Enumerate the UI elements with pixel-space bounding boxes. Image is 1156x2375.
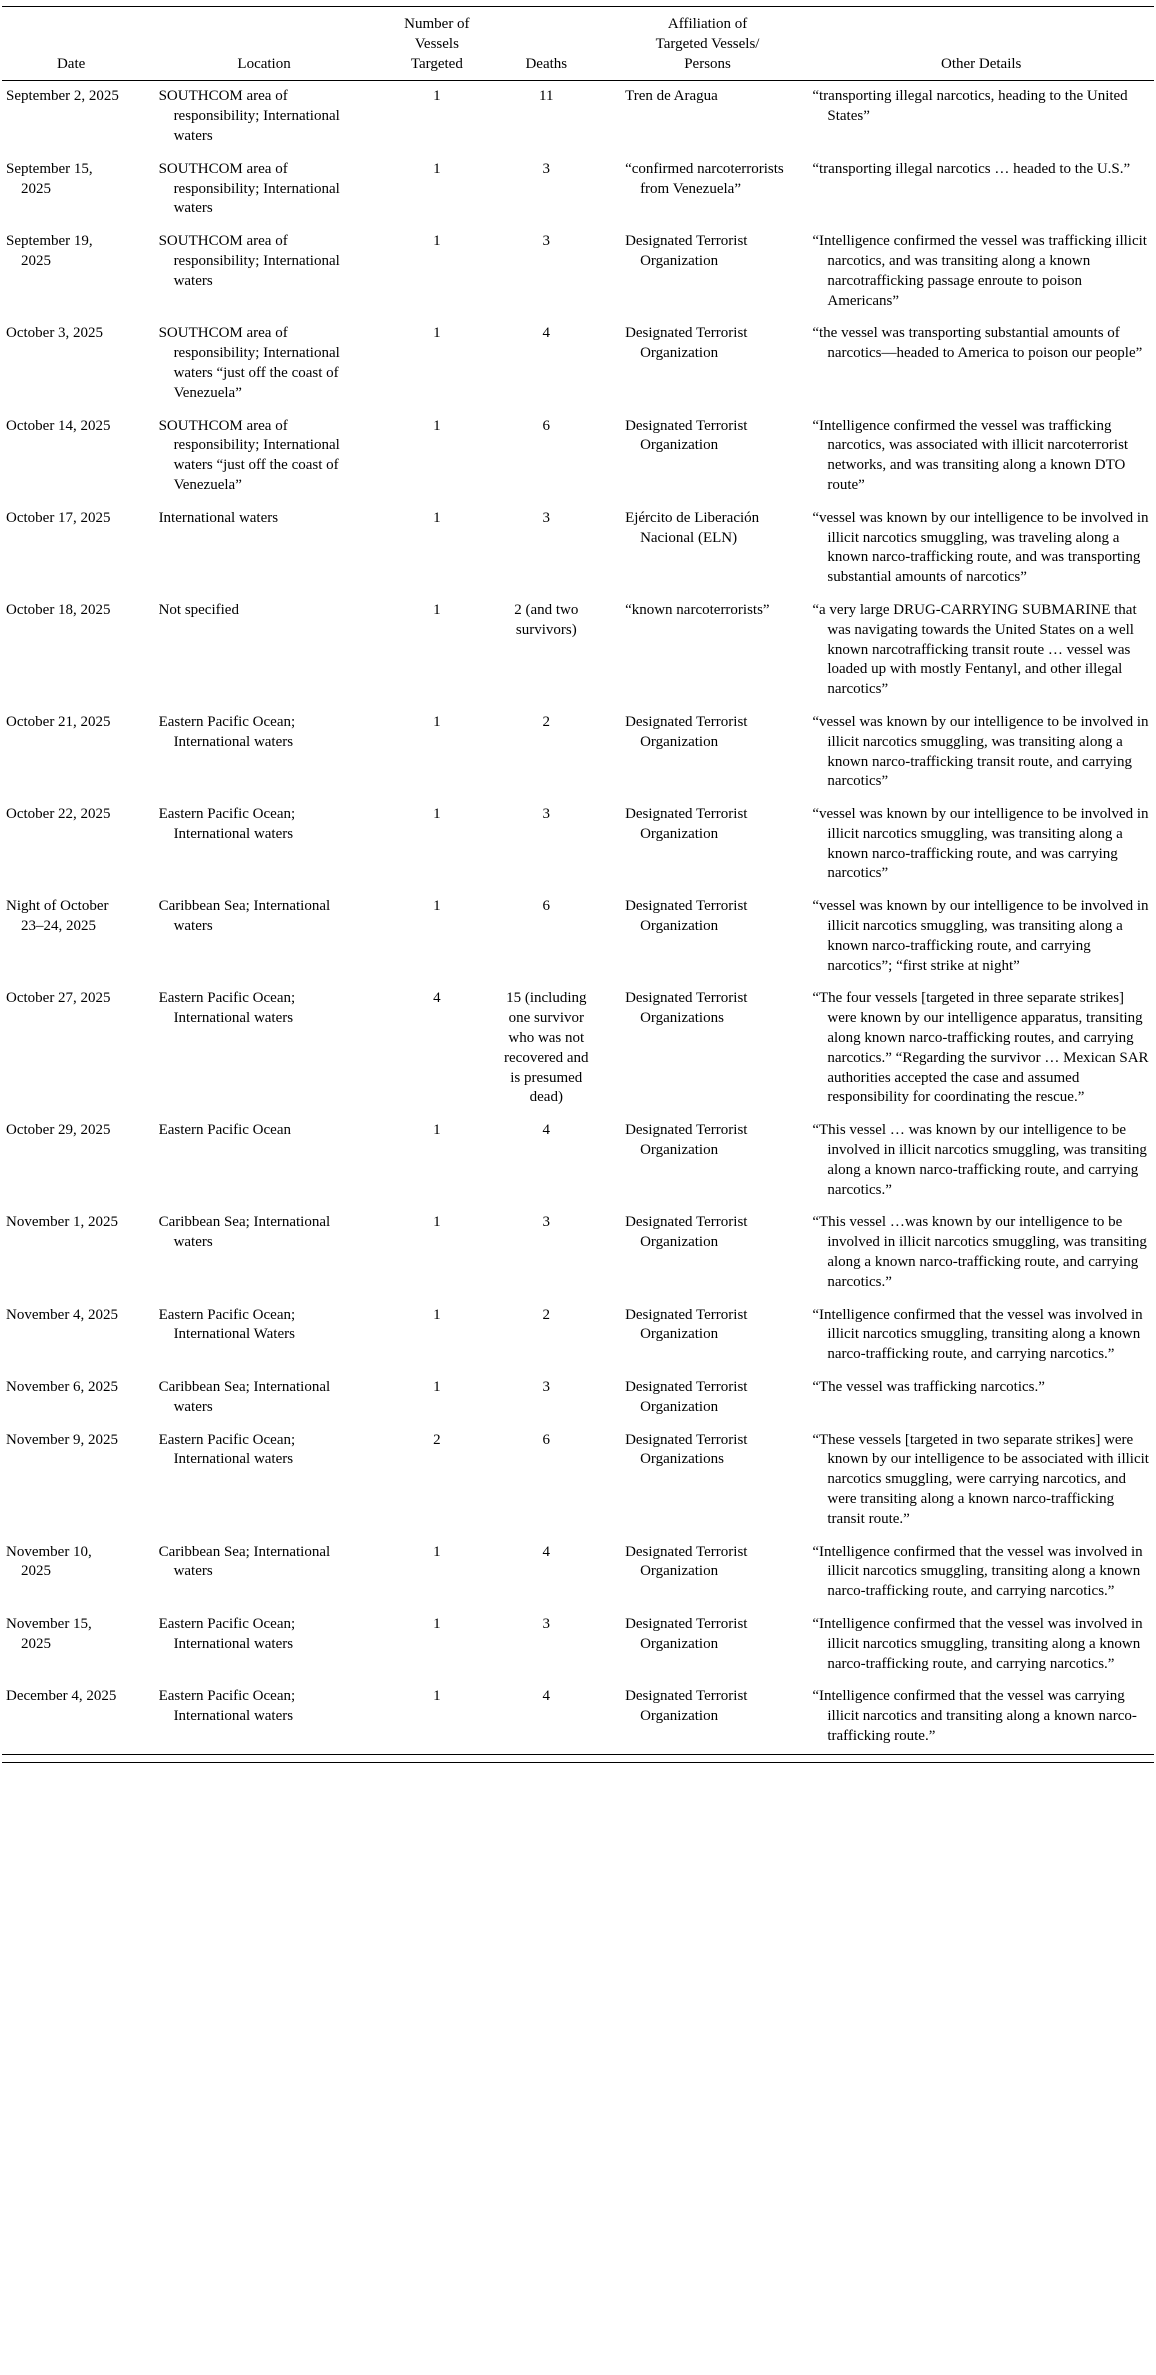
cell-vessels-targeted bbox=[388, 226, 486, 318]
location-text: SOUTHCOM area of responsibility; International waters bbox=[158, 88, 340, 144]
affiliation-text: Designated Terrorist Organization bbox=[625, 806, 748, 842]
affiliation-text: Designated Terrorist Organizations bbox=[625, 990, 748, 1027]
cell-affiliation bbox=[607, 226, 809, 318]
cell-date bbox=[2, 1537, 140, 1609]
cell-location bbox=[140, 1207, 388, 1299]
vessels-count-text: 1 bbox=[433, 1688, 441, 1705]
cell-vessels-targeted bbox=[388, 707, 486, 799]
location-text: SOUTHCOM area of responsibility; International waters “just off the coast of Venezuela” bbox=[158, 417, 340, 493]
deaths-text: 4 bbox=[542, 325, 551, 342]
other-details-text: “vessel was known by our intelligence to be involved in illicit narcotics smuggling, was traveling along a known narco-trafficking route, and was transporting substantial amounts of narcotics” bbox=[812, 509, 1149, 586]
deaths-text: 6 bbox=[542, 1431, 551, 1448]
other-details-text: “The vessel was trafficking narcotics.” bbox=[812, 1379, 1045, 1396]
cell-date bbox=[2, 503, 140, 595]
cell-deaths bbox=[486, 1537, 607, 1609]
cell-other-details bbox=[808, 226, 1154, 318]
cell-location bbox=[140, 983, 388, 1115]
cell-other-details bbox=[808, 1115, 1154, 1207]
date-text: October 21, 2025 bbox=[6, 713, 111, 730]
col-header-details-label: Other Details bbox=[940, 55, 1022, 72]
vessels-count-text: 1 bbox=[433, 806, 441, 823]
col-header-details bbox=[808, 7, 1154, 81]
cell-location bbox=[140, 1300, 388, 1372]
table-row bbox=[2, 154, 1154, 226]
vessels-count-text: 1 bbox=[433, 233, 441, 250]
vessels-count-text: 1 bbox=[433, 713, 441, 730]
date-text: Night of October 23–24, 2025 bbox=[6, 898, 109, 935]
location-text: SOUTHCOM area of responsibility; International waters “just off the coast of Venezuela” bbox=[158, 325, 340, 401]
date-text: November 4, 2025 bbox=[6, 1306, 119, 1323]
vessels-count-text: 1 bbox=[433, 898, 441, 915]
cell-date bbox=[2, 891, 140, 983]
cell-location bbox=[140, 318, 388, 410]
cell-location bbox=[140, 1681, 388, 1754]
vessels-count-text: 1 bbox=[433, 509, 441, 526]
cell-affiliation bbox=[607, 983, 809, 1115]
location-text: Eastern Pacific Ocean bbox=[158, 1122, 291, 1139]
date-text: October 14, 2025 bbox=[6, 417, 111, 434]
affiliation-text: Designated Terrorist Organization bbox=[625, 233, 748, 269]
cell-date bbox=[2, 1300, 140, 1372]
table-header bbox=[2, 7, 1154, 81]
vessels-count-text: 1 bbox=[433, 1214, 441, 1231]
location-text: Eastern Pacific Ocean; International waters bbox=[158, 990, 296, 1027]
cell-deaths bbox=[486, 81, 607, 154]
vessels-count-text: 4 bbox=[433, 990, 441, 1007]
cell-deaths bbox=[486, 1372, 607, 1425]
col-header-vessels-label: Number of Vessels Targeted bbox=[404, 16, 470, 72]
affiliation-text: Designated Terrorist Organization bbox=[625, 1688, 748, 1725]
deaths-text: 6 bbox=[542, 417, 551, 434]
cell-deaths bbox=[486, 1609, 607, 1681]
vessels-count-text: 2 bbox=[433, 1431, 441, 1448]
location-text: Eastern Pacific Ocean; International waters bbox=[158, 1688, 296, 1725]
cell-date bbox=[2, 595, 140, 707]
affiliation-text: “known narcoterrorists” bbox=[625, 601, 770, 618]
cell-vessels-targeted bbox=[388, 1537, 486, 1609]
location-text: Caribbean Sea; International waters bbox=[158, 1543, 331, 1580]
affiliation-text: Designated Terrorist Organization bbox=[625, 1379, 748, 1415]
other-details-text: “This vessel …was known by our intelligence to be involved in illicit narcotics smuggling, was transiting along a known narco-trafficking route, and carrying narcotics.” bbox=[812, 1214, 1147, 1290]
cell-vessels-targeted bbox=[388, 318, 486, 410]
affiliation-text: “confirmed narcoterrorists from Venezuela” bbox=[625, 160, 784, 197]
cell-deaths bbox=[486, 707, 607, 799]
table-row bbox=[2, 1115, 1154, 1207]
location-text: Eastern Pacific Ocean; International Waters bbox=[158, 1306, 296, 1343]
location-text: Caribbean Sea; International waters bbox=[158, 1379, 331, 1415]
cell-other-details bbox=[808, 1537, 1154, 1609]
cell-deaths bbox=[486, 1207, 607, 1299]
location-text: SOUTHCOM area of responsibility; International waters bbox=[158, 160, 340, 217]
location-text: Caribbean Sea; International waters bbox=[158, 1214, 331, 1251]
cell-affiliation bbox=[607, 595, 809, 707]
cell-affiliation bbox=[607, 503, 809, 595]
cell-vessels-targeted bbox=[388, 1115, 486, 1207]
cell-other-details bbox=[808, 1372, 1154, 1425]
cell-deaths bbox=[486, 1300, 607, 1372]
cell-date bbox=[2, 799, 140, 891]
cell-other-details bbox=[808, 318, 1154, 410]
cell-affiliation bbox=[607, 81, 809, 154]
cell-deaths bbox=[486, 154, 607, 226]
vessels-count-text: 1 bbox=[433, 1306, 441, 1323]
cell-vessels-targeted bbox=[388, 411, 486, 503]
cell-date bbox=[2, 154, 140, 226]
other-details-text: “The four vessels [targeted in three separate strikes] were known by our intelligence apparatus, transiting along known narco-trafficking routes, and carrying narcotics.” “Regarding the survivor … Mexican SAR authorities accepted the case and assumed responsibility for coordinating the rescue.” bbox=[812, 990, 1149, 1106]
cell-other-details bbox=[808, 707, 1154, 799]
cell-affiliation bbox=[607, 1681, 809, 1754]
cell-location bbox=[140, 1372, 388, 1425]
date-text: December 4, 2025 bbox=[6, 1688, 117, 1705]
cell-location bbox=[140, 411, 388, 503]
cell-date bbox=[2, 81, 140, 154]
other-details-text: “Intelligence confirmed the vessel was trafficking illicit narcotics, and was transiting along a known narcotrafficking passage enroute to poison Americans” bbox=[812, 233, 1147, 309]
col-header-deaths-label: Deaths bbox=[525, 55, 568, 72]
cell-date bbox=[2, 1609, 140, 1681]
affiliation-text: Designated Terrorist Organization bbox=[625, 1615, 748, 1652]
col-header-vessels bbox=[388, 7, 486, 81]
deaths-text: 2 bbox=[542, 1306, 551, 1323]
cell-vessels-targeted bbox=[388, 1681, 486, 1754]
cell-vessels-targeted bbox=[388, 595, 486, 707]
vessels-count-text: 1 bbox=[433, 601, 441, 618]
affiliation-text: Designated Terrorist Organization bbox=[625, 1214, 748, 1251]
table-row bbox=[2, 1372, 1154, 1425]
cell-deaths bbox=[486, 503, 607, 595]
cell-affiliation bbox=[607, 1372, 809, 1425]
cell-affiliation bbox=[607, 318, 809, 410]
other-details-text: “the vessel was transporting substantial amounts of narcotics—headed to America to poison our people” bbox=[812, 325, 1143, 362]
cell-date bbox=[2, 1207, 140, 1299]
cell-affiliation bbox=[607, 1609, 809, 1681]
affiliation-text: Ejército de Liberación Nacional (ELN) bbox=[625, 509, 760, 546]
date-text: November 9, 2025 bbox=[6, 1431, 119, 1448]
other-details-text: “transporting illegal narcotics … headed to the U.S.” bbox=[812, 160, 1131, 177]
cell-location bbox=[140, 503, 388, 595]
affiliation-text: Designated Terrorist Organization bbox=[625, 713, 748, 750]
affiliation-text: Designated Terrorist Organization bbox=[625, 1306, 748, 1343]
table-row bbox=[2, 81, 1154, 154]
deaths-text: 2 (and two survivors) bbox=[514, 601, 579, 638]
vessels-count-text: 1 bbox=[433, 325, 441, 342]
cell-vessels-targeted bbox=[388, 799, 486, 891]
affiliation-text: Designated Terrorist Organizations bbox=[625, 1431, 748, 1468]
cell-location bbox=[140, 799, 388, 891]
cell-other-details bbox=[808, 154, 1154, 226]
header-row bbox=[2, 7, 1154, 81]
location-text: SOUTHCOM area of responsibility; International waters bbox=[158, 233, 340, 289]
date-text: October 29, 2025 bbox=[6, 1122, 111, 1139]
cell-vessels-targeted bbox=[388, 1372, 486, 1425]
cell-other-details bbox=[808, 891, 1154, 983]
date-text: November 15, 2025 bbox=[6, 1615, 92, 1652]
cell-vessels-targeted bbox=[388, 891, 486, 983]
vessels-count-text: 1 bbox=[433, 417, 441, 434]
cell-vessels-targeted bbox=[388, 1425, 486, 1537]
cell-vessels-targeted bbox=[388, 1609, 486, 1681]
table-row bbox=[2, 1425, 1154, 1537]
date-text: September 19, 2025 bbox=[6, 233, 93, 269]
cell-location bbox=[140, 81, 388, 154]
cell-other-details bbox=[808, 1681, 1154, 1754]
other-details-text: “Intelligence confirmed that the vessel was carrying illicit narcotics and transiting along a known narco-trafficking route.” bbox=[812, 1688, 1137, 1744]
cell-deaths bbox=[486, 891, 607, 983]
table-row bbox=[2, 226, 1154, 318]
cell-location bbox=[140, 891, 388, 983]
cell-affiliation bbox=[607, 1537, 809, 1609]
affiliation-text: Designated Terrorist Organization bbox=[625, 1122, 748, 1159]
table-frame bbox=[2, 6, 1154, 1763]
table-row bbox=[2, 503, 1154, 595]
table-row bbox=[2, 1537, 1154, 1609]
location-text: International waters bbox=[158, 509, 279, 526]
cell-vessels-targeted bbox=[388, 503, 486, 595]
cell-other-details bbox=[808, 81, 1154, 154]
col-header-affiliation bbox=[607, 7, 809, 81]
cell-affiliation bbox=[607, 799, 809, 891]
location-text: Eastern Pacific Ocean; International waters bbox=[158, 806, 296, 842]
deaths-text: 3 bbox=[542, 233, 551, 250]
location-text: Not specified bbox=[158, 601, 239, 618]
location-text: Eastern Pacific Ocean; International waters bbox=[158, 1615, 296, 1652]
cell-location bbox=[140, 1537, 388, 1609]
deaths-text: 4 bbox=[542, 1122, 551, 1139]
cell-deaths bbox=[486, 799, 607, 891]
cell-deaths bbox=[486, 411, 607, 503]
vessels-count-text: 1 bbox=[433, 88, 441, 105]
cell-date bbox=[2, 226, 140, 318]
table-row bbox=[2, 1207, 1154, 1299]
other-details-text: “Intelligence confirmed the vessel was trafficking narcotics, was associated with illicit narcoterrorist networks, and was transiting along a known DTO route” bbox=[812, 417, 1129, 493]
table-row bbox=[2, 983, 1154, 1115]
table-row bbox=[2, 799, 1154, 891]
deaths-text: 3 bbox=[542, 1615, 551, 1632]
col-header-location-label: Location bbox=[237, 55, 291, 72]
deaths-text: 3 bbox=[542, 806, 551, 823]
date-text: October 22, 2025 bbox=[6, 806, 111, 823]
cell-affiliation bbox=[607, 1425, 809, 1537]
cell-date bbox=[2, 1425, 140, 1537]
other-details-text: “Intelligence confirmed that the vessel was involved in illicit narcotics smuggling, transiting along a known narco-trafficking route, and carrying narcotics.” bbox=[812, 1543, 1143, 1600]
other-details-text: “vessel was known by our intelligence to be involved in illicit narcotics smuggling, was transiting along a known narco-trafficking route, and was carrying narcotics” bbox=[812, 806, 1149, 882]
deaths-text: 4 bbox=[542, 1688, 551, 1705]
deaths-text: 3 bbox=[542, 1379, 551, 1396]
cell-date bbox=[2, 318, 140, 410]
cell-date bbox=[2, 707, 140, 799]
deaths-text: 3 bbox=[542, 1214, 551, 1231]
other-details-text: “These vessels [targeted in two separate strikes] were known by our intelligence to be associated with illicit narcotics smuggling, were carrying narcotics, and were transiting along a known narco-trafficking transit route.” bbox=[812, 1431, 1149, 1527]
cell-date bbox=[2, 1115, 140, 1207]
col-header-location bbox=[140, 7, 388, 81]
cell-other-details bbox=[808, 983, 1154, 1115]
cell-affiliation bbox=[607, 411, 809, 503]
cell-deaths bbox=[486, 983, 607, 1115]
table-row bbox=[2, 1609, 1154, 1681]
cell-other-details bbox=[808, 1609, 1154, 1681]
cell-affiliation bbox=[607, 1207, 809, 1299]
cell-location bbox=[140, 154, 388, 226]
other-details-text: “vessel was known by our intelligence to be involved in illicit narcotics smuggling, was transiting along a known narco-trafficking transit route, and carrying narcotics” bbox=[812, 713, 1149, 790]
location-text: Eastern Pacific Ocean; International waters bbox=[158, 1431, 296, 1468]
deaths-text: 15 (including one survivor who was not recovered and is presumed dead) bbox=[504, 990, 589, 1106]
table-row bbox=[2, 318, 1154, 410]
col-header-date-label: Date bbox=[56, 55, 86, 72]
table-row bbox=[2, 595, 1154, 707]
cell-date bbox=[2, 411, 140, 503]
cell-location bbox=[140, 1425, 388, 1537]
date-text: October 3, 2025 bbox=[6, 325, 104, 342]
cell-deaths bbox=[486, 1681, 607, 1754]
table-row bbox=[2, 1681, 1154, 1754]
cell-other-details bbox=[808, 503, 1154, 595]
col-header-deaths bbox=[486, 7, 607, 81]
cell-deaths bbox=[486, 1115, 607, 1207]
table-row bbox=[2, 1300, 1154, 1372]
cell-vessels-targeted bbox=[388, 1300, 486, 1372]
other-details-text: “transporting illegal narcotics, heading to the United States” bbox=[812, 88, 1128, 125]
deaths-text: 3 bbox=[542, 509, 551, 526]
vessels-count-text: 1 bbox=[433, 1122, 441, 1139]
deaths-text: 11 bbox=[539, 88, 554, 105]
date-text: November 6, 2025 bbox=[6, 1379, 119, 1396]
vessels-count-text: 1 bbox=[433, 1615, 441, 1632]
affiliation-text: Designated Terrorist Organization bbox=[625, 325, 748, 362]
table-body bbox=[2, 81, 1154, 1754]
cell-other-details bbox=[808, 1207, 1154, 1299]
cell-date bbox=[2, 1372, 140, 1425]
cell-location bbox=[140, 1609, 388, 1681]
date-text: October 27, 2025 bbox=[6, 990, 111, 1007]
table-row bbox=[2, 707, 1154, 799]
cell-other-details bbox=[808, 411, 1154, 503]
cell-deaths bbox=[486, 1425, 607, 1537]
cell-vessels-targeted bbox=[388, 983, 486, 1115]
cell-date bbox=[2, 1681, 140, 1754]
affiliation-text: Designated Terrorist Organization bbox=[625, 898, 748, 935]
table-row bbox=[2, 411, 1154, 503]
other-details-text: “This vessel … was known by our intelligence to be involved in illicit narcotics smuggling, was transiting along a known narco-trafficking route, and carrying narcotics.” bbox=[812, 1122, 1147, 1198]
cell-other-details bbox=[808, 595, 1154, 707]
deaths-text: 2 bbox=[542, 713, 551, 730]
cell-other-details bbox=[808, 1425, 1154, 1537]
date-text: October 18, 2025 bbox=[6, 601, 111, 618]
cell-location bbox=[140, 226, 388, 318]
deaths-text: 6 bbox=[542, 898, 551, 915]
cell-affiliation bbox=[607, 154, 809, 226]
cell-affiliation bbox=[607, 891, 809, 983]
cell-affiliation bbox=[607, 1115, 809, 1207]
cell-other-details bbox=[808, 799, 1154, 891]
affiliation-text: Tren de Aragua bbox=[625, 88, 718, 105]
deaths-text: 4 bbox=[542, 1543, 551, 1560]
affiliation-text: Designated Terrorist Organization bbox=[625, 417, 748, 454]
location-text: Eastern Pacific Ocean; International waters bbox=[158, 713, 296, 750]
date-text: September 15, 2025 bbox=[6, 160, 93, 197]
location-text: Caribbean Sea; International waters bbox=[158, 898, 331, 935]
cell-deaths bbox=[486, 226, 607, 318]
cell-vessels-targeted bbox=[388, 81, 486, 154]
other-details-text: “a very large DRUG-CARRYING SUBMARINE that was navigating towards the United States on a well known narcotrafficking transit route … vessel was loaded up with mostly Fentanyl, and other illegal narcotics” bbox=[812, 601, 1137, 698]
date-text: October 17, 2025 bbox=[6, 509, 111, 526]
date-text: November 1, 2025 bbox=[6, 1214, 119, 1231]
cell-date bbox=[2, 983, 140, 1115]
cell-deaths bbox=[486, 318, 607, 410]
cell-vessels-targeted bbox=[388, 154, 486, 226]
cell-vessels-targeted bbox=[388, 1207, 486, 1299]
cell-deaths bbox=[486, 595, 607, 707]
table-row bbox=[2, 891, 1154, 983]
vessels-count-text: 1 bbox=[433, 1379, 441, 1396]
cell-location bbox=[140, 707, 388, 799]
cell-other-details bbox=[808, 1300, 1154, 1372]
cell-affiliation bbox=[607, 707, 809, 799]
col-header-affiliation-label: Affiliation of Targeted Vessels/ Persons bbox=[655, 16, 760, 72]
date-text: November 10, 2025 bbox=[6, 1543, 92, 1580]
other-details-text: “Intelligence confirmed that the vessel was involved in illicit narcotics smuggling, transiting along a known narco-trafficking route, and carrying narcotics.” bbox=[812, 1615, 1143, 1672]
other-details-text: “vessel was known by our intelligence to be involved in illicit narcotics smuggling, was transiting along a known narco-trafficking route, and carrying narcotics”; “first strike at night” bbox=[812, 898, 1149, 974]
cell-affiliation bbox=[607, 1300, 809, 1372]
date-text: September 2, 2025 bbox=[6, 88, 119, 105]
vessels-count-text: 1 bbox=[433, 1543, 441, 1560]
affiliation-text: Designated Terrorist Organization bbox=[625, 1543, 748, 1580]
other-details-text: “Intelligence confirmed that the vessel was involved in illicit narcotics smuggling, transiting along a known narco-trafficking route, and carrying narcotics.” bbox=[812, 1306, 1143, 1363]
deaths-text: 3 bbox=[542, 160, 551, 177]
cell-location bbox=[140, 595, 388, 707]
cell-location bbox=[140, 1115, 388, 1207]
col-header-date bbox=[2, 7, 140, 81]
vessels-count-text: 1 bbox=[433, 160, 441, 177]
vessel-strikes-table bbox=[2, 6, 1154, 1755]
